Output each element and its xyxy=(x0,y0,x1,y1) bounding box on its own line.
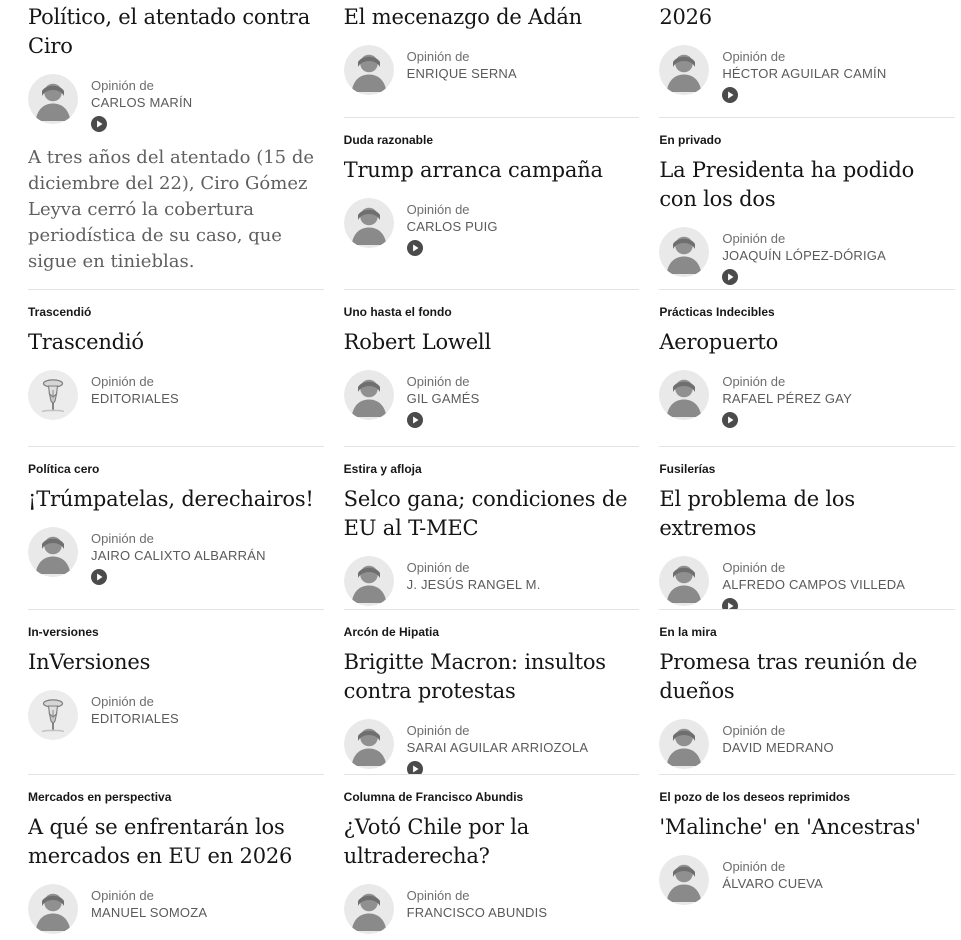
card-title[interactable]: Político, el atentado contra Ciro xyxy=(28,5,311,58)
person-avatar-icon xyxy=(28,527,78,577)
opinion-column xyxy=(344,0,640,940)
person-avatar-icon xyxy=(344,884,394,934)
author-name[interactable]: SARAI AGUILAR ARRIOZOLA xyxy=(406,740,589,755)
card-title[interactable]: 2026 xyxy=(659,5,712,29)
byline-text xyxy=(91,74,192,132)
pushpin-icon xyxy=(28,370,78,420)
author-avatar[interactable] xyxy=(344,719,394,769)
byline-label: Opinión de xyxy=(406,723,470,738)
author-name[interactable]: ENRIQUE SERNA xyxy=(406,66,517,81)
card-byline xyxy=(344,719,638,775)
opinion-card[interactable] xyxy=(659,290,955,447)
author-avatar[interactable] xyxy=(28,370,78,420)
byline-label: Opinión de xyxy=(406,888,470,903)
card-byline xyxy=(344,198,638,256)
play-icon[interactable] xyxy=(722,598,738,610)
card-byline xyxy=(28,74,322,132)
author-avatar[interactable] xyxy=(659,719,709,769)
person-avatar-icon xyxy=(344,556,394,606)
author-name[interactable]: JAIRO CALIXTO ALBARRÁN xyxy=(91,548,266,563)
author-avatar[interactable] xyxy=(659,227,709,277)
play-icon[interactable] xyxy=(407,240,423,256)
card-kicker[interactable]: Arcón de Hipatia xyxy=(343,625,440,639)
byline-text xyxy=(91,370,179,407)
opinion-card[interactable] xyxy=(28,610,324,775)
byline-text xyxy=(407,45,517,82)
opinion-column xyxy=(659,0,955,940)
card-title[interactable]: Promesa tras reunión de dueños xyxy=(659,650,918,703)
author-name[interactable]: EDITORIALES xyxy=(91,391,179,406)
byline-text xyxy=(91,690,179,727)
opinion-card[interactable] xyxy=(344,290,640,447)
person-avatar-icon xyxy=(659,370,709,420)
card-byline xyxy=(28,370,322,420)
byline-label: Opinión de xyxy=(722,723,786,738)
byline-text xyxy=(91,527,266,585)
byline-label: Opinión de xyxy=(406,374,470,389)
author-avatar[interactable] xyxy=(344,370,394,420)
byline-label: Opinión de xyxy=(91,888,154,903)
opinion-card[interactable] xyxy=(28,290,324,447)
card-byline xyxy=(659,719,953,769)
person-avatar-icon xyxy=(659,855,709,905)
byline-label: Opinión de xyxy=(91,374,154,389)
play-icon[interactable] xyxy=(407,412,423,428)
byline-text xyxy=(407,884,548,921)
byline-text xyxy=(722,719,833,756)
person-avatar-icon xyxy=(344,370,394,420)
play-icon[interactable] xyxy=(407,761,423,775)
card-title[interactable]: El mecenazgo de Adán xyxy=(343,5,582,29)
card-title[interactable]: ¡Trúmpatelas, derechairos! xyxy=(28,487,314,511)
byline-text xyxy=(722,227,886,285)
card-byline xyxy=(344,45,638,95)
card-title[interactable]: La Presidenta ha podido con los dos xyxy=(659,158,915,211)
author-name[interactable]: EDITORIALES xyxy=(91,711,179,726)
card-kicker[interactable]: Duda razonable xyxy=(343,133,434,147)
author-name[interactable]: ÁLVARO CUEVA xyxy=(722,876,823,891)
byline-label: Opinión de xyxy=(406,202,470,217)
play-icon[interactable] xyxy=(722,412,738,428)
card-title[interactable]: Aeropuerto xyxy=(659,330,779,354)
play-button[interactable] xyxy=(722,87,738,103)
card-kicker[interactable]: Prácticas Indecibles xyxy=(659,305,775,319)
person-avatar-icon xyxy=(659,719,709,769)
card-kicker[interactable]: Trascendió xyxy=(28,305,92,319)
card-kicker[interactable]: Mercados en perspectiva xyxy=(28,790,172,804)
author-avatar[interactable] xyxy=(659,855,709,905)
opinion-card[interactable] xyxy=(344,610,640,775)
card-kicker[interactable]: El pozo de los deseos reprimidos xyxy=(659,790,851,804)
play-button[interactable] xyxy=(722,412,738,428)
byline-label: Opinión de xyxy=(722,859,786,874)
opinion-card[interactable] xyxy=(659,447,955,610)
opinion-card[interactable] xyxy=(659,775,955,905)
card-byline xyxy=(344,884,638,934)
card-title[interactable]: A qué se enfrentarán los mercados en EU en 2026 xyxy=(28,815,293,868)
author-name[interactable]: CARLOS MARÍN xyxy=(91,95,193,110)
card-kicker[interactable]: Fusilerías xyxy=(659,462,716,476)
play-icon[interactable] xyxy=(722,269,738,285)
card-byline xyxy=(28,690,322,740)
card-byline xyxy=(659,370,953,428)
author-avatar[interactable] xyxy=(659,45,709,95)
byline-label: Opinión de xyxy=(722,231,786,246)
author-avatar[interactable] xyxy=(659,556,709,606)
author-avatar[interactable] xyxy=(344,556,394,606)
card-kicker[interactable]: Uno hasta el fondo xyxy=(343,305,452,319)
opinion-card[interactable] xyxy=(659,610,955,775)
byline-label: Opinión de xyxy=(406,560,470,575)
play-icon[interactable] xyxy=(91,569,107,585)
card-byline xyxy=(344,556,638,606)
byline-label: Opinión de xyxy=(722,560,786,575)
play-button[interactable] xyxy=(91,116,107,132)
card-kicker[interactable]: Estira y afloja xyxy=(343,462,422,476)
opinion-card[interactable] xyxy=(28,447,324,610)
author-avatar[interactable] xyxy=(28,884,78,934)
card-kicker[interactable]: En privado xyxy=(659,133,722,147)
card-title[interactable]: El problema de los extremos xyxy=(659,487,855,540)
opinion-column xyxy=(28,0,324,940)
author-avatar[interactable] xyxy=(28,690,78,740)
card-title[interactable]: ¿Votó Chile por la ultraderecha? xyxy=(343,815,530,868)
opinion-card[interactable] xyxy=(659,118,955,290)
play-button[interactable] xyxy=(407,412,423,428)
play-button[interactable] xyxy=(407,240,423,256)
person-avatar-icon xyxy=(344,719,394,769)
person-avatar-icon xyxy=(344,198,394,248)
card-kicker[interactable]: Columna de Francisco Abundis xyxy=(343,790,524,804)
card-byline xyxy=(344,370,638,428)
author-name[interactable]: HÉCTOR AGUILAR CAMÍN xyxy=(722,66,887,81)
author-name[interactable]: JOAQUÍN LÓPEZ-DÓRIGA xyxy=(722,248,886,263)
opinion-card[interactable] xyxy=(659,0,955,118)
byline-text xyxy=(722,855,823,892)
person-avatar-icon xyxy=(659,227,709,277)
author-name[interactable]: CARLOS PUIG xyxy=(406,219,498,234)
byline-text xyxy=(407,719,589,775)
author-name[interactable]: FRANCISCO ABUNDIS xyxy=(406,905,548,920)
play-icon[interactable] xyxy=(91,116,107,132)
author-avatar[interactable] xyxy=(344,45,394,95)
author-name[interactable]: GIL GAMÉS xyxy=(406,391,480,406)
card-title[interactable]: InVersiones xyxy=(28,650,151,674)
opinion-card[interactable] xyxy=(344,0,640,118)
byline-text xyxy=(407,556,541,593)
byline-text xyxy=(722,45,886,103)
author-avatar[interactable] xyxy=(28,527,78,577)
card-title[interactable]: Robert Lowell xyxy=(343,330,491,354)
author-name[interactable]: DAVID MEDRANO xyxy=(722,740,834,755)
author-avatar[interactable] xyxy=(659,370,709,420)
play-button[interactable] xyxy=(722,598,738,610)
byline-text xyxy=(91,884,207,921)
card-kicker[interactable]: En la mira xyxy=(659,625,717,639)
card-byline xyxy=(659,227,953,285)
opinion-card[interactable] xyxy=(28,0,324,290)
card-byline xyxy=(659,855,953,905)
card-byline xyxy=(28,527,322,585)
author-avatar[interactable] xyxy=(344,198,394,248)
opinion-card[interactable] xyxy=(28,775,324,940)
card-title[interactable]: 'Malinche' en 'Ancestras' xyxy=(659,815,921,839)
byline-text xyxy=(407,370,480,428)
byline-label: Opinión de xyxy=(406,49,470,64)
byline-text xyxy=(407,198,498,256)
byline-label: Opinión de xyxy=(91,78,154,93)
person-avatar-icon xyxy=(659,556,709,606)
byline-label: Opinión de xyxy=(722,49,786,64)
play-button[interactable] xyxy=(407,761,423,775)
opinion-card[interactable] xyxy=(344,447,640,610)
person-avatar-icon xyxy=(344,45,394,95)
person-avatar-icon xyxy=(659,45,709,95)
byline-label: Opinión de xyxy=(91,694,154,709)
card-kicker[interactable]: Política cero xyxy=(28,462,100,476)
byline-text xyxy=(722,556,905,610)
play-icon[interactable] xyxy=(722,87,738,103)
author-name[interactable]: MANUEL SOMOZA xyxy=(91,905,208,920)
card-title[interactable]: Trascendió xyxy=(28,330,144,354)
byline-label: Opinión de xyxy=(722,374,786,389)
card-title[interactable]: Brigitte Macron: insultos contra protestas xyxy=(343,650,606,703)
author-name[interactable]: ALFREDO CAMPOS VILLEDA xyxy=(722,577,906,592)
pushpin-icon xyxy=(28,690,78,740)
play-button[interactable] xyxy=(722,269,738,285)
author-avatar[interactable] xyxy=(28,74,78,124)
person-avatar-icon xyxy=(28,74,78,124)
author-name[interactable]: J. JESÚS RANGEL M. xyxy=(406,577,541,592)
opinion-card[interactable] xyxy=(344,118,640,290)
card-byline xyxy=(28,884,322,934)
author-name[interactable]: RAFAEL PÉREZ GAY xyxy=(722,391,852,406)
card-title[interactable]: Selco gana; condiciones de EU al T-MEC xyxy=(343,487,628,540)
author-avatar[interactable] xyxy=(344,884,394,934)
opinion-card[interactable] xyxy=(344,775,640,934)
card-excerpt: A tres años del atentado (15 de diciembre del 22), Ciro Gómez Leyva cerró la cobertura periodística de su caso, que sigue en tinieblas. xyxy=(28,147,315,272)
card-byline xyxy=(659,45,953,103)
play-button[interactable] xyxy=(91,569,107,585)
card-title[interactable]: Trump arranca campaña xyxy=(343,158,603,182)
byline-label: Opinión de xyxy=(91,531,154,546)
card-byline xyxy=(659,556,953,610)
card-kicker[interactable]: In-versiones xyxy=(28,625,99,639)
byline-text xyxy=(722,370,852,428)
person-avatar-icon xyxy=(28,884,78,934)
